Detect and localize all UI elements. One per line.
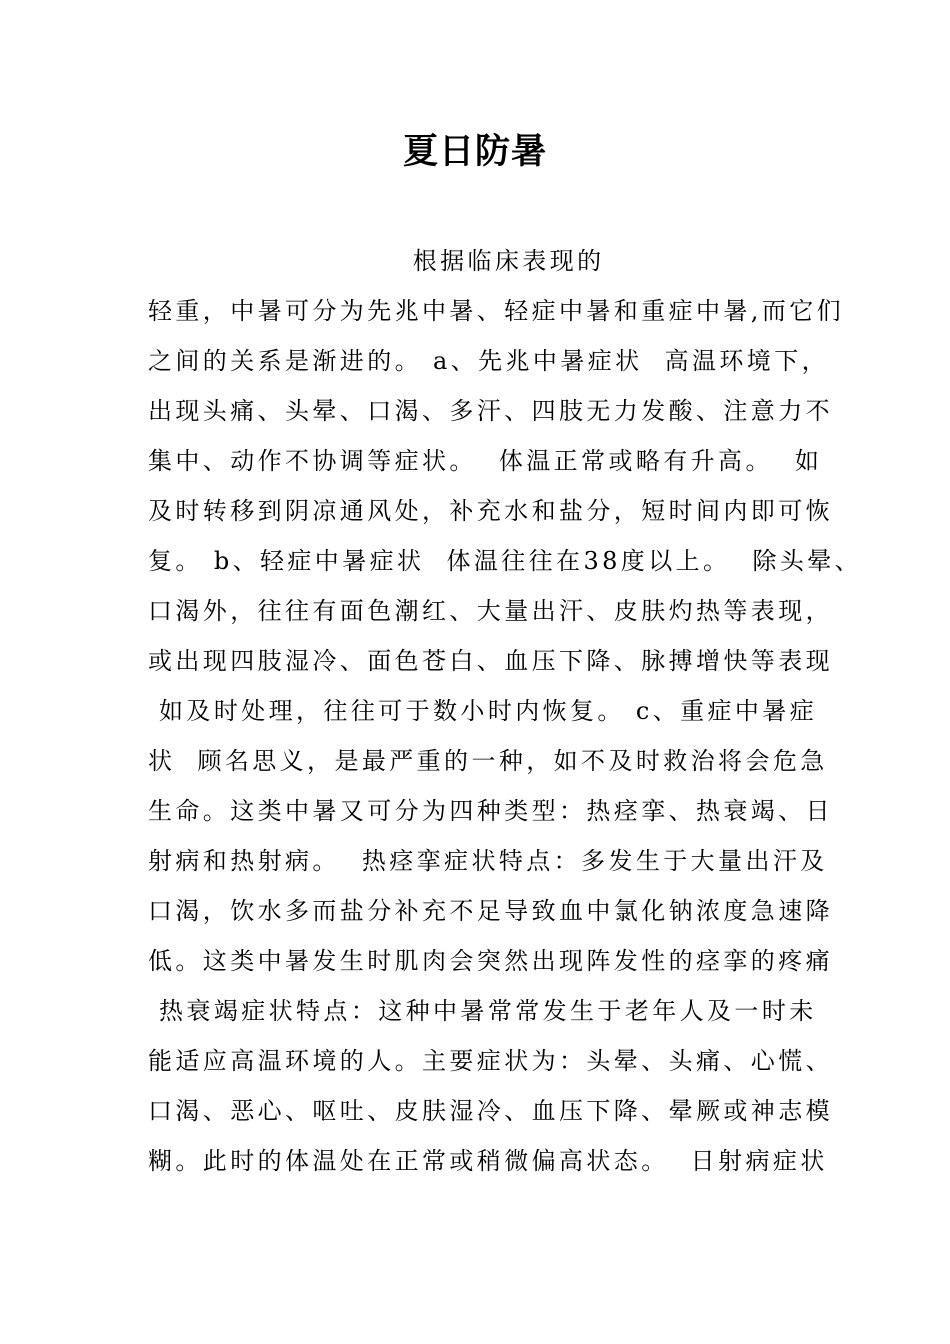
document-title: 夏日防暑 (402, 132, 547, 172)
document-body (148, 236, 863, 1186)
body-line: 根据临床表现的 (148, 247, 605, 275)
body-line: 口渴，饮水多而盐分补充不足导致血中氯化钠浓度急速降 (148, 897, 833, 925)
body-line: 糊。此时的体温处在正常或稍微偏高状态。 日射病症状 (148, 1147, 828, 1175)
body-line: 能适应高温环境的人。主要症状为：头晕、头痛、心慌、 (148, 1047, 833, 1075)
body-line: 或出现四肢湿冷、面色苍白、血压下降、脉搏增快等表现 (148, 647, 833, 675)
body-line: 热衰竭症状特点：这种中暑常常发生于老年人及一时未 (148, 997, 817, 1025)
body-line: 射病和热射病。 热痉挛症状特点：多发生于大量出汗及 (148, 847, 828, 875)
body-line: 状 顾名思义，是最严重的一种，如不及时救治将会危急 (148, 747, 828, 775)
body-line: 出现头痛、头晕、口渴、多汗、四肢无力发酸、注意力不 (148, 397, 833, 425)
body-line: 集中、动作不协调等症状。 体温正常或略有升高。 如 (148, 447, 823, 475)
body-line: 口渴外，往往有面色潮红、大量出汗、皮肤灼热等表现， (148, 597, 833, 625)
body-line: 及时转移到阴凉通风处，补充水和盐分，短时间内即可恢 (148, 497, 833, 525)
body-line: 口渴、恶心、呕吐、皮肤湿冷、血压下降、晕厥或神志模 (148, 1097, 833, 1125)
body-line: 生命。这类中暑又可分为四种类型：热痉挛、热衰竭、日 (148, 797, 833, 825)
body-line: 之间的关系是渐进的。 a、先兆中暑症状 高温环境下， (148, 347, 829, 375)
body-line: 如及时处理，往往可于数小时内恢复。 c、重症中暑症 (148, 697, 818, 725)
body-line: 低。这类中暑发生时肌肉会突然出现阵发性的痉挛的疼痛 (148, 947, 833, 975)
body-line: 复。 b、轻症中暑症状 体温往往在38度以上。 除头晕、 (148, 547, 863, 575)
body-line: 轻重，中暑可分为先兆中暑、轻症中暑和重症中暑,而它们 (148, 297, 845, 325)
